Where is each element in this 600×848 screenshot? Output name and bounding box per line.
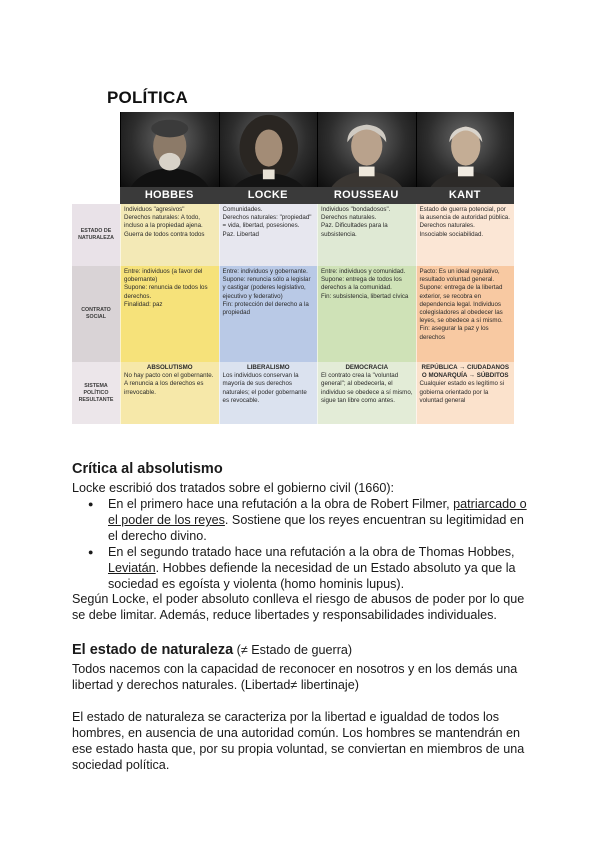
rousseau-portrait — [317, 112, 416, 187]
hobbes-portrait — [120, 112, 219, 187]
bullet-hobbes: ● En el segundo tratado hace una refutación a la obra de Thomas Hobbes, Leviatán. Hobbes defiende la necesidad de un Estado absoluto ya que la sociedad es egoísta y violenta (homo hominis lupus). — [72, 544, 532, 592]
cell-locke-contrato: Entre: individuos y gobernante. Supone: renuncia sólo a legislar y castigar (poderes legislativo, ejecutivo y federativo) Fin: protección del derecho a la propiedad — [219, 266, 318, 362]
name-rousseau: ROUSSEAU — [333, 189, 399, 201]
cell-hobbes-sistema — [120, 362, 219, 424]
section1-closing: Según Locke, el poder absoluto conlleva el riesgo de abusos de poder por lo que se debe limitar. Además, reduce libertades y responsabilidades individuales. — [72, 592, 525, 622]
cell-kant-estado: Estado de guerra potencial, por la ausencia de autoridad pública. Derechos naturales. Insociable sociabilidad. — [416, 204, 515, 266]
name-hobbes: HOBBES — [144, 189, 194, 201]
section-heading-absolutismo: Crítica al absolutismo — [72, 461, 223, 477]
row-header-contrato: CONTRATO SOCIAL — [72, 266, 120, 362]
row-sistema-politico — [72, 362, 514, 424]
cell-kant-sistema — [416, 362, 515, 424]
system-desc: Cualquier estado es legítimo si gobierna orientado por la voluntad general — [419, 380, 505, 404]
system-desc: Los individuos conservan la mayoría de sus derechos naturales; el poder gobernante es revocable. — [222, 372, 307, 404]
link-leviatan[interactable]: Leviatán — [108, 561, 156, 575]
name-locke: LOCKE — [247, 189, 288, 201]
locke-portrait — [219, 112, 318, 187]
section1-intro: Locke escribió dos tratados sobre el gobierno civil (1660): — [72, 481, 395, 495]
system-name: REPÚBLICA → CIUDADANOS O MONARQUÍA → SÚBDITOS — [421, 364, 509, 380]
philosophers-comparison-table — [72, 112, 514, 434]
section2-paragraph-2: El estado de naturaleza se caracteriza por la libertad e igualdad de todos los hombres, en ausencia de una autoridad común. Los hombres se mantendrán en ese estado hasta que, por su propia voluntad, se conviertan en miembros de una sociedad política. — [72, 710, 525, 772]
row-header-sistema: SISTEMA POLÍTICO RESULTANTE — [72, 362, 120, 424]
section-heading-estado-naturaleza: El estado de naturaleza (≠ Estado de guerra) — [72, 642, 353, 658]
cell-kant-contrato: Pacto: Es un ideal regulativo, resultado voluntad general. Supone: entrega de la libertad exterior, se recobra en dependencia legal. Individuos colegisladores al obedecer las leyes, se obedece a sí mismo. Fin: asegurar la paz y los derechos — [416, 266, 515, 362]
bullet-filmer: ● En el primero hace una refutación a la obra de Robert Filmer, patriarcado o el poder de los reyes. Sostiene que los reyes encuentran su legitimidad en el derecho divino. — [72, 496, 532, 544]
system-name: LIBERALISMO — [246, 364, 290, 371]
cell-rousseau-estado: Individuos "bondadosos". Derechos naturales. Paz. Dificultades para la subsistencia. — [317, 204, 416, 266]
system-desc: El contrato crea la "voluntad general"; al obedecerla, el individuo se obedece a sí mismo, sigue tan libre como antes. — [321, 372, 413, 404]
name-kant: KANT — [448, 189, 481, 201]
cell-rousseau-contrato: Entre: individuos y comunidad. Supone: entrega de todos los derechos a la comunidad. Fin: subsistencia, libertad cívica — [317, 266, 416, 362]
row-estado-naturaleza — [72, 204, 514, 266]
page-title: POLÍTICA — [107, 88, 188, 107]
section2-paragraph-1: Todos nacemos con la capacidad de reconocer en nosotros y en los demás una libertad y derechos naturales. (Libertad≠ libertinaje) — [72, 662, 518, 692]
kant-portrait — [416, 112, 515, 187]
cell-locke-estado: Comunidades. Derechos naturales: "propiedad" = vida, libertad, posesiones. Paz. Libertad — [219, 204, 318, 266]
cell-locke-sistema — [219, 362, 318, 424]
comparison-grid — [72, 204, 514, 424]
cell-hobbes-contrato: Entre: individuos (a favor del gobernante) Supone: renuncia de todos los derechos. Finalidad: paz — [120, 266, 219, 362]
link-filmer-work[interactable]: patriarcado o el poder de los reyes — [108, 497, 527, 527]
system-name: DEMOCRACIA — [345, 364, 389, 371]
row-contrato-social — [72, 266, 514, 362]
row-header-estado: ESTADO DE NATURALEZA — [72, 204, 120, 266]
system-name: ABSOLUTISMO — [146, 364, 193, 371]
cell-rousseau-sistema — [317, 362, 416, 424]
section1-bullets — [72, 496, 532, 592]
philosopher-names — [120, 187, 514, 204]
portrait-strip — [72, 112, 514, 187]
system-desc: No hay pacto con el gobernante. A renuncia a los derechos es irrevocable. — [124, 372, 214, 396]
cell-hobbes-estado: Individuos "agresivos" Derechos naturales: A todo, incluso a la propiedad ajena. Guerra de todos contra todos — [120, 204, 219, 266]
